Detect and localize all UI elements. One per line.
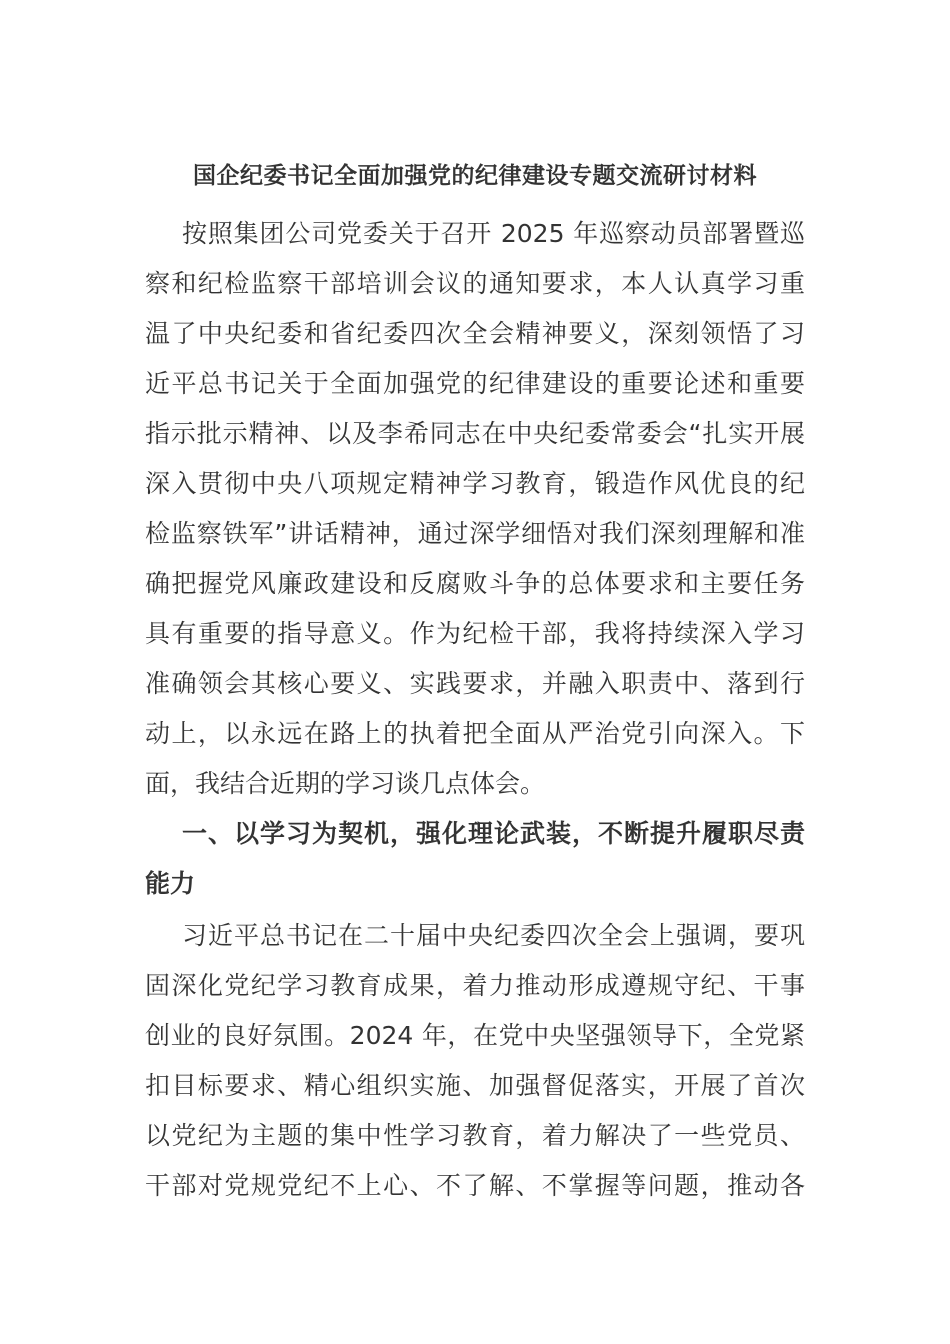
document-title: 国企纪委书记全面加强党的纪律建设专题交流研讨材料 [193, 163, 757, 189]
paragraph-2-line-2: 固深化党纪学习教育成果，着力推动形成遵规守纪、干事 [145, 971, 805, 1000]
paragraph-1-line-12: 面，我结合近期的学习谈几点体会。 [145, 769, 546, 798]
section-heading-1-line-2: 能力 [145, 869, 196, 898]
paragraph-1-line-8: 确把握党风廉政建设和反腐败斗争的总体要求和主要任务 [145, 569, 805, 598]
paragraph-2-line-4: 扣目标要求、精心组织实施、加强督促落实，开展了首次 [145, 1071, 805, 1100]
paragraph-2-line-1: 习近平总书记在二十届中央纪委四次全会上强调，要巩 [182, 921, 805, 950]
section-heading-1-line-1: 一、以学习为契机，强化理论武装，不断提升履职尽责 [182, 819, 805, 848]
paragraph-2-line-3: 创业的良好氛围。2024 年，在党中央坚强领导下，全党紧 [145, 1021, 805, 1050]
paragraph-1-line-5: 指示批示精神、以及李希同志在中央纪委常委会“扎实开展 [145, 419, 805, 448]
paragraph-1-line-11: 动上，以永远在路上的执着把全面从严治党引向深入。下 [145, 719, 805, 748]
paragraph-1-line-4: 近平总书记关于全面加强党的纪律建设的重要论述和重要 [145, 369, 805, 398]
paragraph-1-line-10: 准确领会其核心要义、实践要求，并融入职责中、落到行 [145, 669, 805, 698]
paragraph-1-line-2: 察和纪检监察干部培训会议的通知要求，本人认真学习重 [145, 269, 805, 298]
paragraph-1-line-9: 具有重要的指导意义。作为纪检干部，我将持续深入学习 [145, 619, 805, 648]
paragraph-1-line-7: 检监察铁军”讲话精神，通过深学细悟对我们深刻理解和准 [145, 519, 805, 548]
paragraph-1-line-1: 按照集团公司党委关于召开 2025 年巡察动员部署暨巡 [182, 219, 805, 248]
paragraph-2-line-5: 以党纪为主题的集中性学习教育，着力解决了一些党员、 [145, 1121, 805, 1150]
paragraph-2-line-6: 干部对党规党纪不上心、不了解、不掌握等问题，推动各 [145, 1171, 805, 1200]
paragraph-1-line-6: 深入贯彻中央八项规定精神学习教育，锻造作风优良的纪 [145, 469, 805, 498]
paragraph-1-line-3: 温了中央纪委和省纪委四次全会精神要义，深刻领悟了习 [145, 319, 805, 348]
